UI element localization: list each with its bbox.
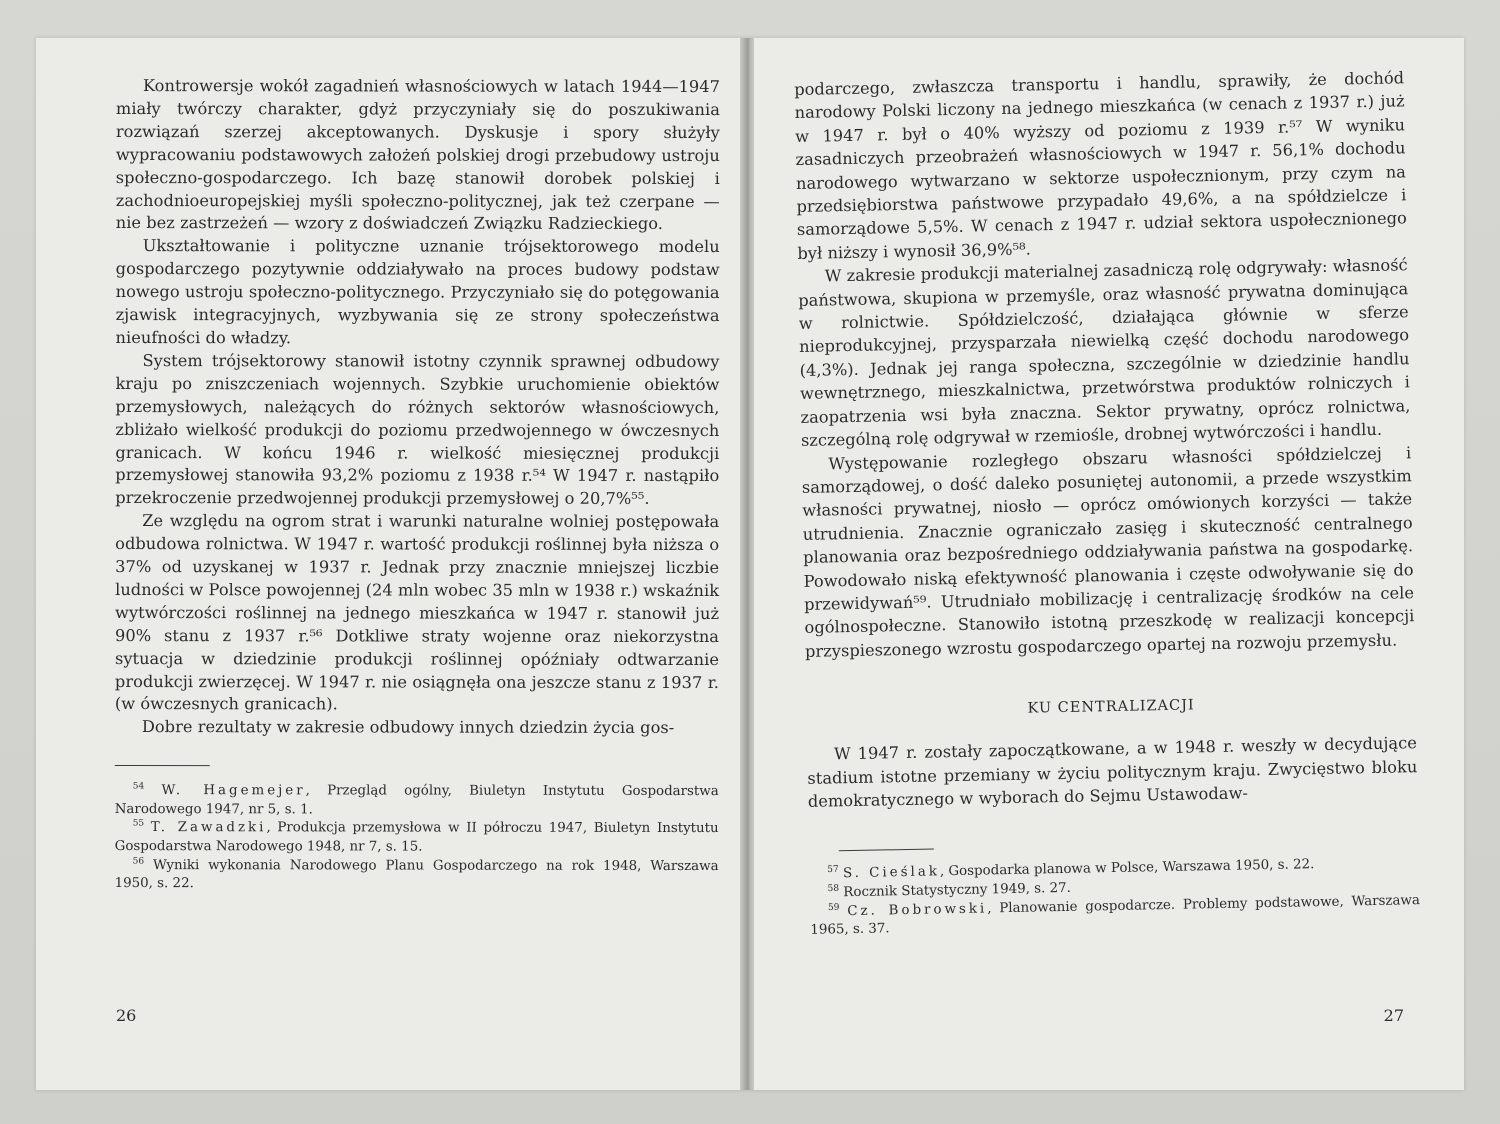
footnote-text: , Przegląd ogólny, Biuletyn Instytutu Gospodarstwa Narodowego 1947, nr 5, s. 1. [114, 783, 719, 818]
paragraph: Ukształtowanie i polityczne uznanie trójsektorowego modelu gospodarczego pozytywnie oddziaływało na proces budowy podstaw nowego ustroju społeczno-politycznego. Przyczyniało się do potęgowania zjawisk integracyjnych, wyzbywania się ze strony społeczeństwa nieufności do władzy. [115, 236, 720, 348]
footnote [115, 857, 719, 895]
footnote-rule [115, 765, 210, 766]
footnote-text: , Planowanie gospodarcze. Problemy podstawowe, Warszawa 1965, s. 37. [810, 892, 1421, 938]
footnote-number: 55 [132, 819, 145, 830]
page-number-left: 26 [116, 1006, 137, 1025]
footnote-number: 59 [827, 902, 840, 913]
paragraph: podarczego, zwłaszcza transportu i handlu, sprawiły, że dochód narodowy Polski liczony na jednego mieszkańca (w cenach z 1937 r.) już w 1947 r. był o 40% wyższy od poziomu z 1939 r.⁵⁷ W wyniku zasadniczych przeobrażeń własnościowych w 1947 r. 56,1% dochodu narodowego wytwarzano w sektorze uspołecznionym, przy czym na przedsiębiorstwa państwowe przypadało 49,6%, a na spółdzielcze i samorządowe 5,5%. W cenach z 1947 r. udział sektora uspołecznionego był niższy i wynosił 36,9%⁵⁸. [794, 68, 1407, 263]
paragraph: W zakresie produkcji materialnej zasadniczą rolę odgrywały: własność państwowa, skupiona w przemyśle, oraz własność prywatna dominująca w rolnictwie. Spółdzielczość, działająca głównie w sferze nieprodukcyjnej, przysparzała niewielką część dochodu narodowego (4,3%). Jednak jej ranga społeczna, szczególnie w dziedzinie handlu wewnętrznego, mieszkalnictwa, przetwórstwa produktów rolniczych i zaopatrzenia wsi była znaczna. Sektor prywatny, oprócz rolnictwa, szczególną rolę odgrywał w rzemiośle, drobnej wytwórczości i handlu. [798, 255, 1411, 451]
paragraph: Ze względu na ogrom strat i warunki naturalne wolniej postępowała odbudowa rolnictwa. W 1947 r. wartość produkcji roślinnej była niższa o 37% od uzyskanej w 1937 r. Jednak przy znacznie mniejszej liczbie ludności w Polsce powojennej (24 mln wobec 35 mln w 1938 r.) wskaźnik wytwórczości roślinnej na jednego mieszkańca w 1947 r. stanowił już 90% stanu z 1937 r.⁵⁶ Dotkliwe straty wojenne oraz niekorzystna sytuacja w dziedzinie produkcji roślinnej opóźniały odtwarzanie produkcji zwierzęcej. W 1947 r. nie osiągnęła ona jeszcze stanu z 1937 r. (w ówczesnych granicach). [114, 511, 720, 714]
footnote-author: W. Hagemejer [161, 783, 306, 799]
paragraph: Dobre rezultaty w zakresie odbudowy innych dziedzin życia gos- [141, 717, 675, 738]
footnote [115, 782, 719, 820]
footnote-text: , Gospodarka planowa w Polsce, Warszawa 1950, s. 22. [939, 857, 1315, 880]
section-heading: KU CENTRALIZACJI [1027, 697, 1195, 717]
footnote-author: Cz. Bobrowski [847, 901, 988, 919]
footnote-author: T. Zawadzki [150, 820, 267, 836]
footnote-author: S. Cieślak [842, 864, 941, 882]
paragraph: W 1947 r. zostały zapoczątkowane, a w 1948 r. weszły w decydujące stadium istotne przemiany w życiu politycznym kraju. Zwycięstwo bloku demokratycznego w wyborach do Sejmu Ustawodaw- [807, 733, 1418, 811]
footnote [115, 819, 719, 857]
left-footnotes [115, 782, 719, 895]
footnote-number: 56 [132, 856, 145, 867]
right-page [754, 38, 1464, 1090]
left-page [36, 38, 744, 1090]
right-body-text [794, 66, 1415, 663]
paragraph: System trójsektorowy stanowił istotny czynnik sprawnej odbudowy kraju po zniszczeniach wojennych. Szybkie uruchomienie obiektów przemysłowych, należących do różnych sektorów własnościowych, zbliżało wielkość produkcji do poziomu przedwojennego w ówczesnych granicach. W końcu 1946 r. wielkość miesięcznej produkcji przemysłowej stanowiła 93,2% poziomu z 1938 r.⁵⁴ W 1947 r. nastąpiło przekroczenie przedwojennej produkcji przemysłowej o 20,7%⁵⁵. [115, 350, 720, 509]
footnote-number: 57 [827, 865, 839, 876]
footnote-number: 58 [827, 883, 840, 895]
page-number-right: 27 [1383, 1006, 1404, 1025]
right-footnotes [809, 855, 1420, 941]
book-spread [36, 38, 1464, 1090]
footnote-text: , Produkcja przemysłowa w II półroczu 1947, Biuletyn Instytutu Gospodarstwa Narodowego 1948, nr 7, s. 15. [114, 820, 719, 855]
footnote-number: 54 [132, 781, 145, 792]
footnote-text: Rocznik Statystyczny 1949, s. 27. [843, 880, 1072, 901]
left-body-text [115, 75, 720, 740]
footnote-text: Wyniki wykonania Narodowego Planu Gospodarczego na rok 1948, Warszawa 1950, s. 22. [114, 857, 719, 892]
footnote-rule [839, 849, 934, 852]
right-body-text-continued [807, 731, 1418, 813]
paragraph: Kontrowersje wokół zagadnień własnościowych w latach 1944—1947 miały twórczy charakter, gdyż przyczyniały się do poszukiwania rozwiązań szerzej akceptowanych. Dyskusje i spory służyły wypracowaniu podstawowych założeń polskiej drogi przebudowy ustroju społeczno-gospodarczego. Ich bazę stanowił dorobek polskiej i zachodnioeuropejskiej myśli społeczno-politycznej, jak też czerpane — nie bez zastrzeżeń — wzory z doświadczeń Związku Radzieckiego. [115, 76, 720, 234]
paragraph: Występowanie rozległego obszaru własności spółdzielczej i samorządowej, o dość daleko posuniętej autonomii, a przede wszystkim własności prywatnej, niosło — oprócz omówionych korzyści — także utrudnienia. Znacznie ograniczało zasięg i skuteczność centralnego planowania oraz bezpośredniego oddziaływania państwa na gospodarkę. Powodowało niską efektywność planowania i częste odwoływanie się do przewidywań⁵⁹. Utrudniało mobilizację i centralizację środków na cele ogólnospołeczne. Stanowiło istotną przeszkodę w realizacji koncepcji przyspieszonego wzrostu gospodarczego opartej na rozwoju przemysłu. [801, 442, 1415, 661]
